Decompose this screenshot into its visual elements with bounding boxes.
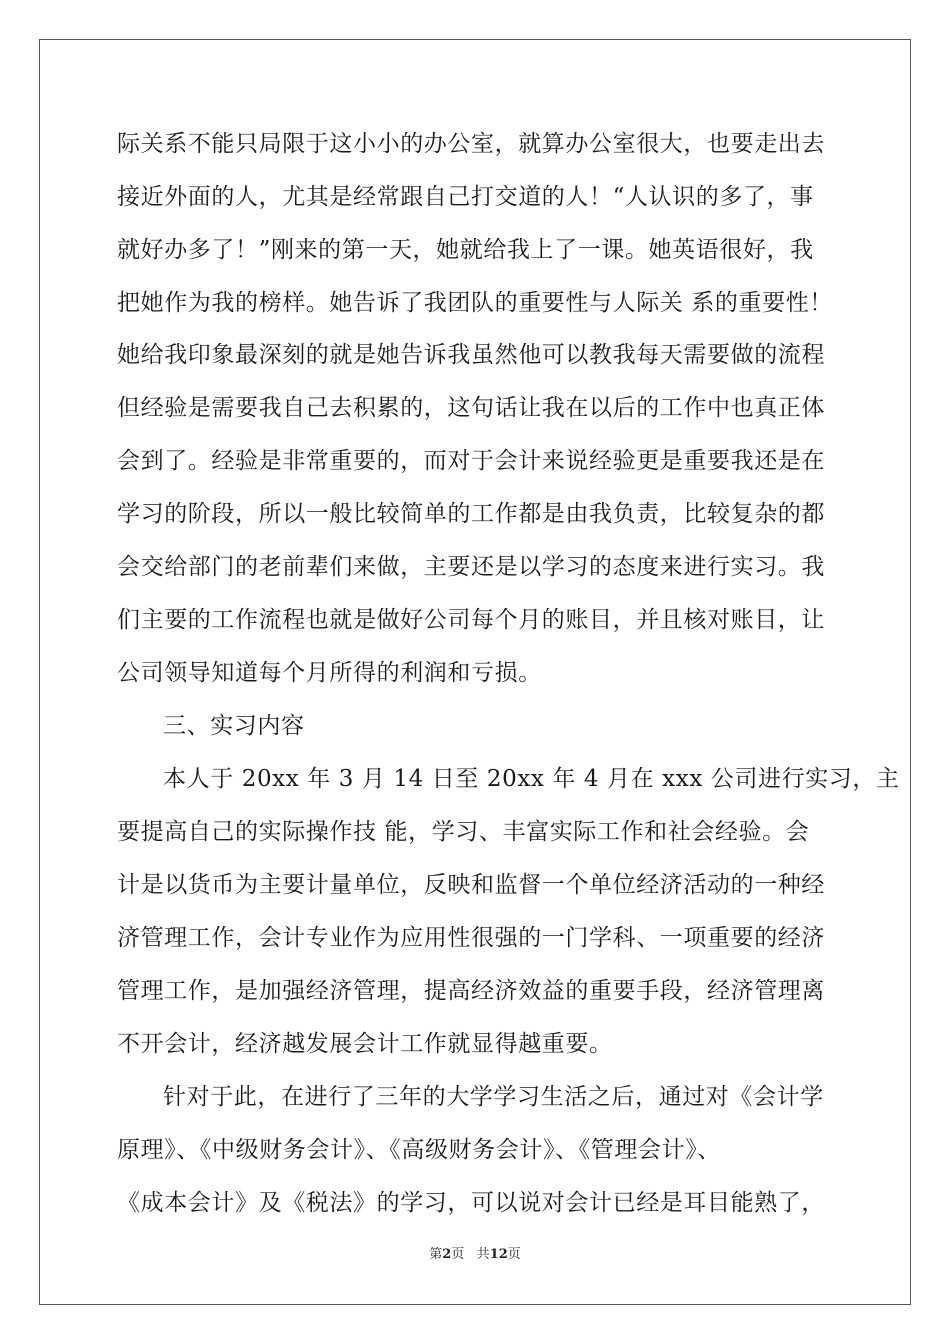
- page-footer: [0, 1246, 950, 1264]
- body-line: 会到了。经验是非常重要的，而对于会计来说经验更是重要我还是在: [117, 448, 825, 474]
- total-prefix: 共: [476, 1247, 490, 1262]
- body-line: 针对于此，在进行了三年的大学学习生活之后，通过对《会计学: [163, 1084, 824, 1110]
- body-line: 《成本会计》及《税法》的学习，可以说对会计已经是耳目能熟了，: [117, 1190, 825, 1216]
- body-line: 就好办多了！”刚来的第一天，她就给我上了一课。她英语很好，我: [117, 237, 814, 263]
- body-line: 不开会计，经济越发展会计工作就显得越重要。: [117, 1031, 613, 1057]
- body-line: 把她作为我的榜样。她告诉了我团队的重要性与人际关 系的重要性！: [117, 290, 833, 316]
- body-line: 本人于 20xx 年 3 月 14 日至 20xx 年 4 月在 xxx 公司进行实习，主: [163, 766, 900, 792]
- body-line: 际关系不能只局限于这小小的办公室，就算办公室很大，也要走出去: [117, 131, 825, 157]
- page-prefix: 第: [429, 1247, 443, 1262]
- body-line: 她给我印象最深刻的就是她告诉我虽然他可以教我每天需要做的流程: [117, 342, 825, 368]
- body-line: 济管理工作，会计专业作为应用性很强的一门学科、一项重要的经济: [117, 925, 825, 951]
- body-line: 但经验是需要我自己去积累的，这句话让我在以后的工作中也真正体: [117, 395, 825, 421]
- body-line: 接近外面的人，尤其是经常跟自己打交道的人！“人认识的多了，事: [117, 184, 814, 210]
- body-line: 们主要的工作流程也就是做好公司每个月的账目，并且核对账目，让: [117, 607, 825, 633]
- section-heading: 三、实习内容: [163, 713, 305, 739]
- body-line: 计是以货币为主要计量单位，反映和监督一个单位经济活动的一种经: [117, 872, 825, 898]
- body-line: 公司领导知道每个月所得的利润和亏损。: [117, 660, 542, 686]
- body-line: 原理》、《中级财务会计》、《高级财务会计》、《管理会计》、: [117, 1137, 721, 1163]
- body-line: 学习的阶段，所以一般比较简单的工作都是由我负责，比较复杂的都: [117, 501, 825, 527]
- body-line: 管理工作，是加强经济管理，提高经济效益的重要手段，经济管理离: [117, 978, 825, 1004]
- total-suffix: 页: [507, 1247, 521, 1262]
- total-pages: 12: [489, 1247, 508, 1262]
- body-line: 会交给部门的老前辈们来做，主要还是以学习的态度来进行实习。我: [117, 554, 825, 580]
- page-suffix: 页: [451, 1247, 465, 1262]
- body-line: 要提高自己的实际操作技 能，学习、丰富实际工作和社会经验。会: [117, 819, 810, 845]
- page-number: 2: [442, 1247, 452, 1262]
